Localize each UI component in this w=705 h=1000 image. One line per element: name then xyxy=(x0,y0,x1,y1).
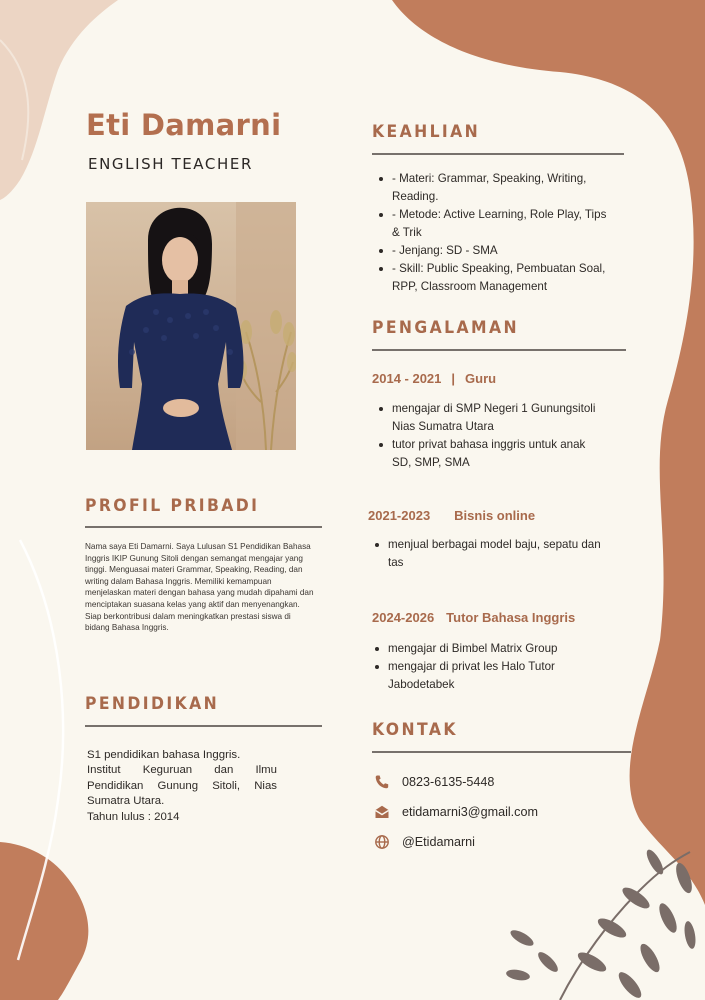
contact-section-title: KONTAK xyxy=(372,720,458,740)
phone-number: 0823-6135-5448 xyxy=(402,775,495,789)
profile-section-title: PROFIL PRIBADI xyxy=(85,496,260,516)
social-handle: @Etidamarni xyxy=(402,835,475,849)
education-graduation-year: Tahun lulus : 2014 xyxy=(87,810,180,823)
experience-entry-3-heading xyxy=(372,610,575,625)
experience-period: 2021-2023 xyxy=(368,508,431,523)
experience-period: 2024-2026 xyxy=(372,610,435,625)
education-institution: Institut Keguruan dan Ilmu Pendidikan Gunung Sitoli, Nias Sumatra Utara. xyxy=(87,764,277,808)
candidate-name: Eti Damarni xyxy=(86,108,282,142)
list-item: - Metode: Active Learning, Role Play, Tips & Trik xyxy=(372,206,612,242)
list-item: mengajar di SMP Negeri 1 Gunungsitoli Nias Sumatra Utara xyxy=(372,400,602,436)
experience-section-title: PENGALAMAN xyxy=(372,318,519,338)
envelope-icon xyxy=(374,804,390,820)
bullet-dot xyxy=(379,213,383,217)
portrait-illustration xyxy=(86,202,296,450)
education-degree: S1 pendidikan bahasa Inggris. xyxy=(87,749,241,761)
contact-phone[interactable] xyxy=(374,774,494,790)
experience-entry-2-heading xyxy=(368,508,535,523)
experience-entry-1-list xyxy=(372,400,602,472)
contact-divider xyxy=(372,751,631,753)
profile-photo xyxy=(86,202,296,450)
bullet-dot xyxy=(379,249,383,253)
experience-entry-2-list xyxy=(368,536,618,572)
list-item: mengajar di privat les Halo Tutor Jabodetabek xyxy=(368,658,608,694)
education-section-title: PENDIDIKAN xyxy=(85,694,220,714)
list-item: mengajar di Bimbel Matrix Group xyxy=(368,640,608,658)
experience-separator: | xyxy=(451,371,456,386)
list-item: menjual berbagai model baju, sepatu dan tas xyxy=(368,536,618,572)
list-item: - Skill: Public Speaking, Pembuatan Soal, RPP, Classroom Management xyxy=(372,260,612,296)
profile-divider xyxy=(85,526,322,528)
bullet-dot xyxy=(379,177,383,181)
bullet-dot xyxy=(379,267,383,271)
experience-entry-3-list xyxy=(368,640,608,694)
bullet-dot xyxy=(375,543,379,547)
list-item: - Materi: Grammar, Speaking, Writing, Reading. xyxy=(372,170,612,206)
bullet-dot xyxy=(379,407,383,411)
list-item: - Jenjang: SD - SMA xyxy=(372,242,612,260)
list-item: tutor privat bahasa inggris untuk anak SD, SMP, SMA xyxy=(372,436,602,472)
experience-entry-1-heading xyxy=(372,371,496,386)
email-address: etidamarni3@gmail.com xyxy=(402,805,538,819)
experience-position: Guru xyxy=(465,371,497,386)
contact-email[interactable] xyxy=(374,804,538,820)
education-block xyxy=(87,748,277,825)
bullet-dot xyxy=(379,443,383,447)
leaf-branch-decor xyxy=(505,847,697,1000)
skills-section-title: KEAHLIAN xyxy=(372,122,481,142)
phone-icon xyxy=(374,774,390,790)
experience-position: Tutor Bahasa Inggris xyxy=(446,610,576,625)
bullet-dot xyxy=(375,665,379,669)
job-title: ENGLISH TEACHER xyxy=(88,155,253,173)
education-divider xyxy=(85,725,322,727)
experience-position: Bisnis online xyxy=(454,508,536,523)
globe-icon xyxy=(374,834,390,850)
experience-period: 2014 - 2021 xyxy=(372,371,442,386)
profile-text: Nama saya Eti Damarni. Saya Lulusan S1 Pendidikan Bahasa Inggris IKIP Gunung Sitoli dengan semangat mengajar yang tinggi. Menguasai materi Grammar, Speaking, Reading, dan writing dalam Bahasa Inggris. Memiliki kemampuan menjelaskan materi dengan bahasa yang mudah dipahami dan menciptakan suasana kelas yang aktif dan menyenangkan. Siap berkontribusi dalam meningkatkan prestasi siswa di bidang Bahasa Inggris. xyxy=(85,542,314,633)
skills-divider xyxy=(372,153,624,155)
contact-social[interactable] xyxy=(374,834,475,850)
experience-divider xyxy=(372,349,626,351)
bullet-dot xyxy=(375,647,379,651)
skills-list xyxy=(372,170,612,296)
